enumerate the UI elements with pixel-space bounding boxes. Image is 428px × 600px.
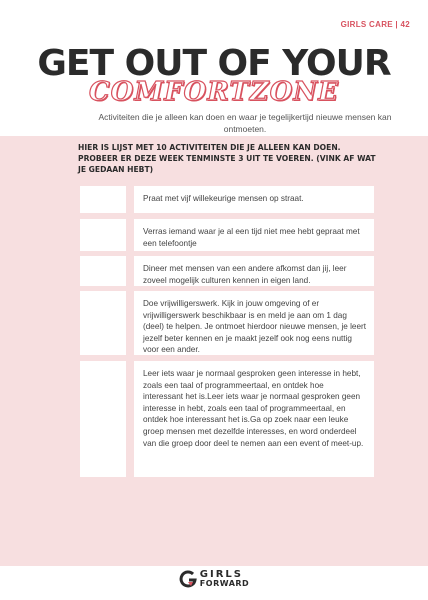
task-text: Verras iemand waar je al een tijd niet mee hebt gepraat met een telefoontje bbox=[134, 219, 374, 251]
task-text: Doe vrijwilligerswerk. Kijk in jouw omgeving of er vrijwilligerswerk beschikbaar is en meld je aan om 1 dag (deel) te helpen. Je ontmoet hierdoor nieuwe mensen, je leert jezelf beter kennen en je maakt jezelf ook nog eens nuttig voor een ander. bbox=[134, 291, 374, 355]
task-checkbox[interactable] bbox=[80, 256, 126, 286]
task-checkbox[interactable] bbox=[80, 291, 126, 355]
task-text: Dineer met mensen van een andere afkomst dan jij, leer zoveel mogelijk culturen kennen in eigen land. bbox=[134, 256, 374, 286]
task-checkbox[interactable] bbox=[80, 361, 126, 477]
page-header-label: GIRLS CARE | 42 bbox=[340, 20, 410, 29]
page-script-title: COMFORTZONE bbox=[89, 77, 339, 107]
page-subtitle: Activiteiten die je alleen kan doen en waar je tegelijkertijd nieuwe mensen kan ontmoeten. bbox=[98, 112, 392, 134]
instructions-text: HIER IS LIJST MET 10 ACTIVITEITEN DIE JE ALLEEN KAN DOEN. PROBEER ER DEZE WEEK TENMINSTE 3 UIT TE VOEREN. (VINK AF WAT JE GEDAAN HEBT) bbox=[78, 143, 376, 174]
task-checkbox[interactable] bbox=[80, 186, 126, 213]
task-checkbox[interactable] bbox=[80, 219, 126, 251]
logo-g-icon bbox=[179, 570, 197, 588]
girls-forward-logo bbox=[0, 566, 428, 592]
logo-line-2: FORWARD bbox=[199, 579, 250, 588]
page-title: GET OUT OF YOUR bbox=[37, 43, 391, 84]
logo-line-1: GIRLS bbox=[199, 569, 243, 580]
task-text: Leer iets waar je normaal gesproken geen interesse in hebt, zoals een taal of programmeertaal, en ontdek hoe interessant het is.Leer iets waar je normaal gesproken geen interesse in hebt, zoals een taal of programmeertaal, en ontdek hoe interessant het is.Ga op zoek naar een leuke groep mensen met dezelfde interesses, en word onderdeel van die groep door deel te nemen aan een event of meet-up. bbox=[134, 361, 374, 477]
task-text: Praat met vijf willekeurige mensen op straat. bbox=[134, 186, 374, 213]
